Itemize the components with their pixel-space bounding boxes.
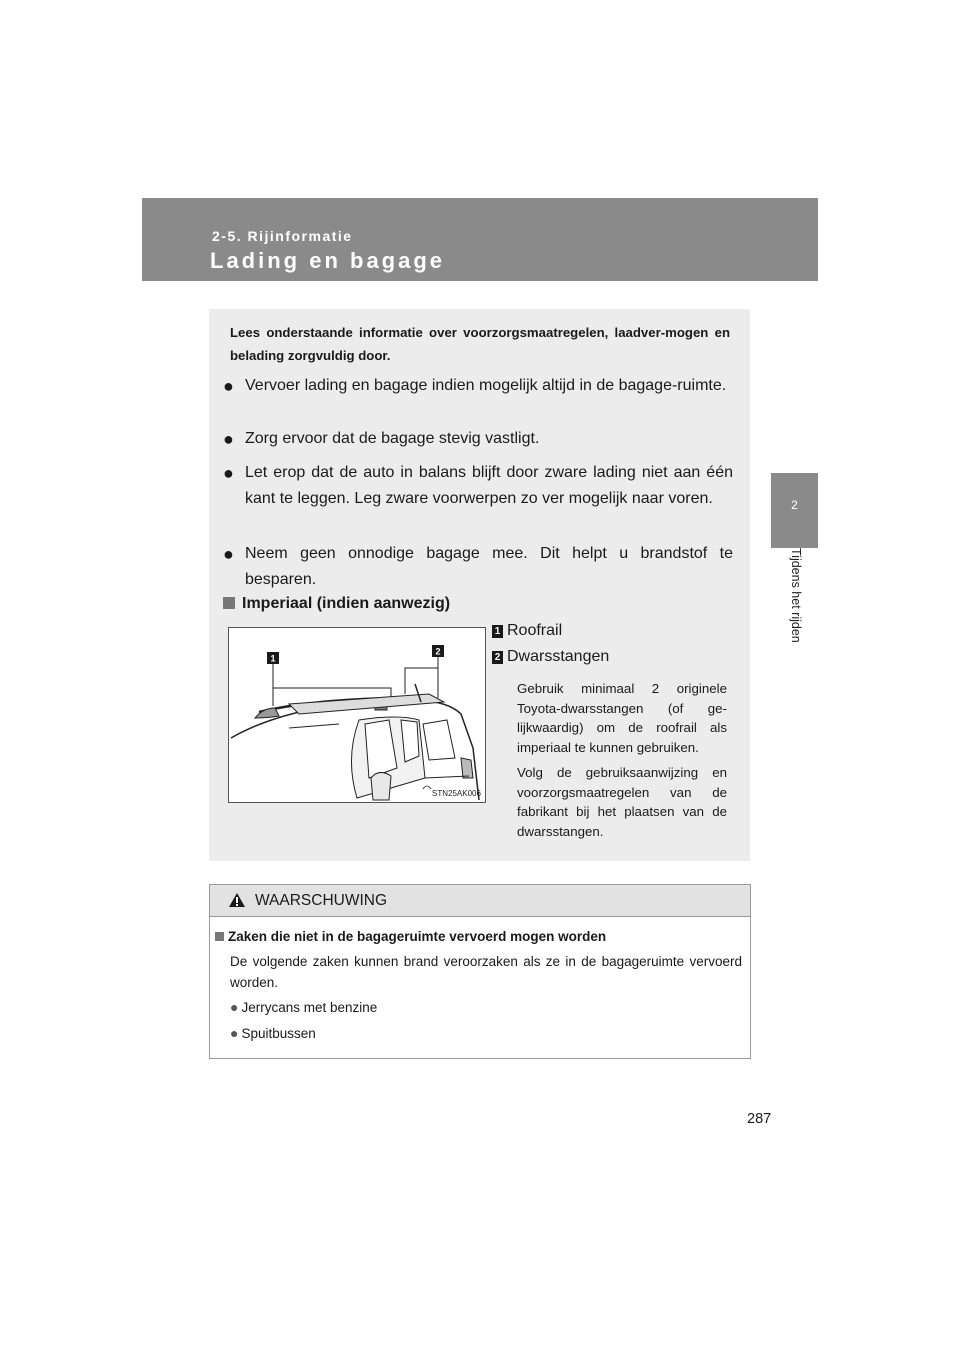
- note-text: Volg de gebruiksaanwijzing en voorzorgsmaatregelen van de fabrikant bij het plaatsen van de dwarsstangen.: [517, 765, 727, 839]
- bullet-text: Vervoer lading en bagage indien mogelijk altijd in de bagage-ruimte.: [245, 377, 727, 394]
- header-band: [142, 198, 818, 281]
- number-badge: 2: [492, 651, 503, 664]
- legend-item: [492, 648, 609, 666]
- legend-item: [492, 622, 562, 640]
- warning-header: [210, 885, 750, 917]
- bullet-icon: ●: [230, 1025, 239, 1041]
- page-number: 287: [747, 1111, 772, 1127]
- chapter-label: Tijdens het rijden: [789, 548, 803, 643]
- bullet-icon: ●: [223, 376, 234, 396]
- bullet-item: [223, 460, 733, 512]
- legend-label: Roofrail: [507, 622, 563, 639]
- bullet-item: [223, 541, 733, 593]
- page-title: Lading en bagage: [210, 248, 446, 273]
- warning-subheading: [215, 929, 606, 944]
- bullet-text: Let erop dat de auto in balans blijft door zware lading niet aan één kant te leggen. Leg zware voorwerpen zo ver mogelijk naar voren.: [245, 464, 733, 507]
- roof-section-heading-text: Imperiaal (indien aanwezig): [242, 595, 451, 612]
- note-text: Gebruik minimaal 2 originele Toyota-dwarsstangen (of ge-lijkwaardig) om de roofrail als imperiaal te kunnen gebruiken.: [517, 681, 727, 755]
- roof-section-heading: [223, 595, 450, 613]
- info-box: [209, 309, 750, 861]
- figure-code: STN25AK006: [432, 789, 481, 798]
- warning-list-item: [230, 1025, 316, 1041]
- warning-subheading-text: Zaken die niet in de bagageruimte vervoerd mogen worden: [228, 929, 607, 944]
- warning-list-item: [230, 999, 377, 1015]
- bullet-item: [223, 426, 733, 452]
- square-bullet-icon: [223, 597, 235, 609]
- bullet-item: [223, 373, 733, 399]
- car-roof-illustration: [229, 628, 485, 802]
- legend-label: Dwarsstangen: [507, 648, 610, 665]
- bullet-icon: ●: [223, 429, 234, 449]
- chapter-label-wrap: [785, 548, 805, 678]
- svg-text:1: 1: [270, 653, 276, 664]
- bullet-icon: ●: [223, 463, 234, 483]
- warning-box: [209, 884, 751, 1059]
- bullet-text: Neem geen onnodige bagage mee. Dit helpt u brandstof te besparen.: [245, 545, 733, 588]
- intro-text: Lees onderstaande informatie over voorzorgsmaatregelen, laadver-mogen en belading zorgvuldig door.: [230, 325, 730, 363]
- bullet-icon: ●: [223, 544, 234, 564]
- section-label: 2-5. Rijinformatie: [212, 228, 353, 244]
- chapter-tab[interactable]: [771, 473, 818, 548]
- roof-rack-figure: [228, 627, 486, 803]
- warning-list-text: Spuitbussen: [241, 1026, 316, 1041]
- bullet-icon: ●: [230, 999, 239, 1015]
- number-badge: 1: [492, 625, 503, 638]
- warning-text: De volgende zaken kunnen brand veroorzaken als ze in de bagageruimte vervoerd worden.: [230, 954, 742, 990]
- bullet-text: Zorg ervoor dat de bagage stevig vastligt.: [245, 430, 540, 447]
- warning-title: WAARSCHUWING: [255, 892, 388, 909]
- square-bullet-icon: [215, 932, 224, 941]
- svg-text:2: 2: [435, 646, 441, 657]
- warning-list-text: Jerrycans met benzine: [241, 1000, 378, 1015]
- chapter-number: 2: [791, 498, 798, 512]
- warning-triangle-icon: [228, 892, 246, 908]
